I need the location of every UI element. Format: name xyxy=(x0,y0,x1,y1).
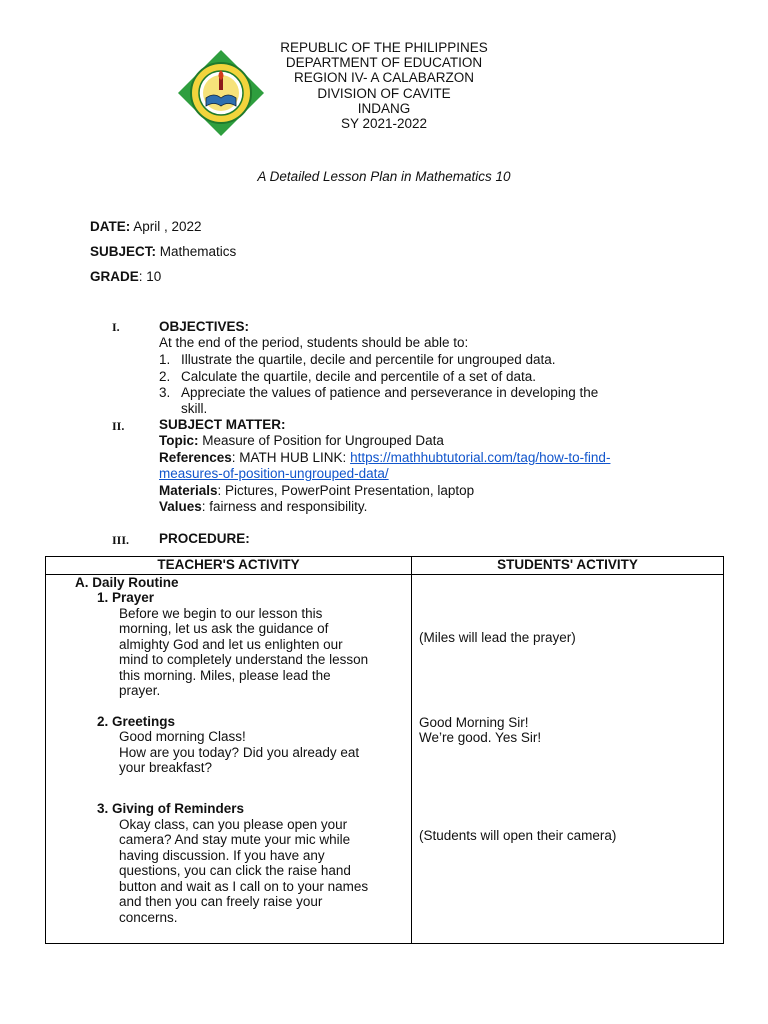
topic-value: Measure of Position for Ungrouped Data xyxy=(198,433,444,448)
reminders-text: button and wait as I call on to your names xyxy=(119,879,369,894)
greetings-text: Good morning Class! xyxy=(119,729,246,744)
greetings-heading: 2. Greetings xyxy=(97,714,176,729)
date-line xyxy=(90,219,202,234)
prayer-text: mind to completely understand the lesson xyxy=(119,652,369,667)
subject-matter-title: SUBJECT MATTER: xyxy=(159,417,286,432)
greetings-text: your breakfast? xyxy=(119,760,213,775)
reminders-text: camera? And stay mute your mic while xyxy=(119,832,351,847)
values-label: Values xyxy=(159,499,202,514)
objective-number: 3. xyxy=(159,385,171,400)
reminders-text: and then you can freely raise your xyxy=(119,894,323,909)
materials-line xyxy=(159,483,474,499)
section-daily-routine: A. Daily Routine xyxy=(75,575,179,590)
students-activity-header: STUDENTS' ACTIVITY xyxy=(412,557,724,575)
students-activity-cell xyxy=(412,575,724,944)
student-greeting-response: We’re good. Yes Sir! xyxy=(419,730,542,745)
grade-line xyxy=(90,269,161,284)
letterhead xyxy=(200,40,568,131)
student-greeting-response: Good Morning Sir! xyxy=(419,715,529,730)
header-line-school-year: SY 2021-2022 xyxy=(340,116,428,132)
reminders-text: having discussion. If you have any xyxy=(119,848,325,863)
header-line-division: DIVISION OF CAVITE xyxy=(317,85,451,101)
objective-text: Appreciate the values of patience and perseverance in developing the xyxy=(181,385,599,400)
reference-link-continued[interactable]: measures-of-position-ungrouped-data/ xyxy=(159,466,389,481)
references-line xyxy=(159,450,610,466)
date-label: DATE: xyxy=(90,219,131,234)
grade-label: GRADE xyxy=(90,269,139,284)
references-label: References xyxy=(159,450,232,465)
materials-value: : Pictures, PowerPoint Presentation, laptop xyxy=(217,483,475,498)
procedure-table xyxy=(45,556,724,944)
prayer-text: Before we begin to our lesson this xyxy=(119,606,323,621)
objective-text: Calculate the quartile, decile and percentile of a set of data. xyxy=(181,369,536,384)
objective-number: 1. xyxy=(159,352,171,367)
references-link-continued xyxy=(159,466,389,482)
subject-label: SUBJECT: xyxy=(90,244,157,259)
header-line-country: REPUBLIC OF THE PHILIPPINES xyxy=(280,40,488,55)
prayer-text: almighty God and let us enlighten our xyxy=(119,637,343,652)
reminders-text: concerns. xyxy=(119,910,178,925)
reminders-text: Okay class, can you please open your xyxy=(119,817,348,832)
student-reminder-response: (Students will open their camera) xyxy=(419,828,617,843)
objective-text: Illustrate the quartile, decile and percentile for ungrouped data. xyxy=(181,352,556,367)
subject-line xyxy=(90,244,236,259)
teacher-activity-cell xyxy=(46,575,412,944)
procedure-roman: III. xyxy=(112,533,130,547)
greetings-text: How are you today? Did you already eat xyxy=(119,745,360,760)
prayer-text: this morning. Miles, please lead the xyxy=(119,668,331,683)
procedure-title: PROCEDURE: xyxy=(159,531,250,546)
grade-value: : 10 xyxy=(138,269,162,284)
values-value: : fairness and responsibility. xyxy=(201,499,368,514)
header-line-department: DEPARTMENT OF EDUCATION xyxy=(285,55,483,71)
prayer-text: prayer. xyxy=(119,683,161,698)
date-value: April , 2022 xyxy=(130,219,202,234)
reminders-heading: 3. Giving of Reminders xyxy=(97,801,245,816)
values-line xyxy=(159,499,367,515)
reminders-text: questions, you can click the raise hand xyxy=(119,863,351,878)
document-title: A Detailed Lesson Plan in Mathematics 10 xyxy=(257,169,511,184)
objectives-roman: I. xyxy=(112,320,120,334)
objectives-title: OBJECTIVES: xyxy=(159,319,250,334)
subject-matter-roman: II. xyxy=(112,419,125,433)
prayer-heading: 1. Prayer xyxy=(97,590,155,605)
prayer-text: morning, let us ask the guidance of xyxy=(119,621,329,636)
references-value: : MATH HUB LINK: xyxy=(231,450,351,465)
materials-label: Materials xyxy=(159,483,218,498)
header-line-town: INDANG xyxy=(357,100,411,116)
topic-label: Topic: xyxy=(159,433,199,448)
student-prayer-response: (Miles will lead the prayer) xyxy=(419,630,576,645)
objective-number: 2. xyxy=(159,369,171,384)
objective-text-continued: skill. xyxy=(181,401,208,416)
teacher-activity-header: TEACHER'S ACTIVITY xyxy=(46,557,412,575)
topic-line xyxy=(159,433,444,449)
header-line-region: REGION IV- A CALABARZON xyxy=(293,70,475,86)
objectives-intro: At the end of the period, students should be able to: xyxy=(159,335,469,350)
subject-value: Mathematics xyxy=(156,244,237,259)
reference-link[interactable]: https://mathhubtutorial.com/tag/how-to-find- xyxy=(350,450,611,465)
